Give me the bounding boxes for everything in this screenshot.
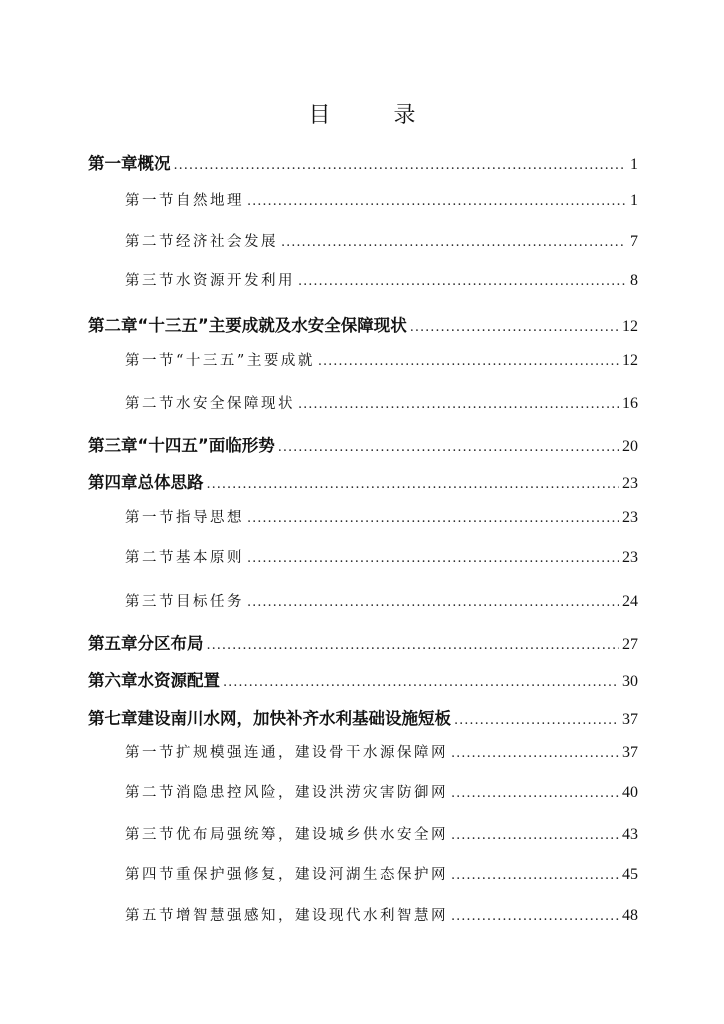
page-number: 27 xyxy=(622,636,638,653)
entry-title: 消隐患控风险，建设洪涝灾害防御网 xyxy=(176,785,448,801)
page-number: 48 xyxy=(622,907,638,924)
dot-leader xyxy=(207,638,620,653)
entry-number: 第五节 xyxy=(125,908,176,924)
toc-section-entry[interactable] xyxy=(125,269,638,293)
entry-title: 水资源开发利用 xyxy=(176,273,295,289)
entry-number: 第四节 xyxy=(125,867,176,883)
dot-leader xyxy=(247,595,619,610)
page-number: 45 xyxy=(622,866,638,883)
dot-leader xyxy=(247,551,619,566)
entry-title: 总体思路 xyxy=(137,473,204,492)
page-number: 12 xyxy=(622,352,638,369)
dot-leader xyxy=(247,511,619,526)
dot-leader xyxy=(318,354,619,369)
dot-leader xyxy=(207,477,620,492)
dot-leader xyxy=(298,274,625,289)
entry-title: 重保护强修复，建设河湖生态保护网 xyxy=(176,867,448,883)
entry-title: 概况 xyxy=(137,154,171,173)
page-number: 24 xyxy=(622,593,638,610)
page-number: 7 xyxy=(630,233,638,250)
entry-title: “十三五”主要成就 xyxy=(176,353,315,369)
entry-number: 第一节 xyxy=(125,353,176,369)
page-number: 37 xyxy=(622,711,638,728)
dot-leader xyxy=(451,786,619,801)
entry-title: 水安全保障现状 xyxy=(176,396,295,412)
toc-chapter-entry[interactable] xyxy=(88,432,638,456)
dot-leader xyxy=(451,828,619,843)
entry-title: 经济社会发展 xyxy=(176,234,278,250)
entry-number: 第二章 xyxy=(88,316,138,335)
page-number: 23 xyxy=(622,475,638,492)
entry-title: 水资源配置 xyxy=(137,671,220,690)
dot-leader xyxy=(454,713,619,728)
toc-chapter-entry[interactable] xyxy=(88,469,638,493)
entry-title: 分区布局 xyxy=(137,634,204,653)
dot-leader xyxy=(223,675,619,690)
dot-leader xyxy=(281,235,625,250)
toc-title: 目 录 xyxy=(308,103,444,128)
page-number: 23 xyxy=(622,509,638,526)
entry-number: 第二节 xyxy=(125,234,176,250)
toc-section-entry[interactable] xyxy=(125,349,638,373)
toc-chapter-entry[interactable] xyxy=(88,150,638,174)
page-number: 37 xyxy=(622,744,638,761)
entry-title: 基本原则 xyxy=(176,550,244,566)
toc-chapter-entry[interactable] xyxy=(88,667,638,691)
entry-number: 第三节 xyxy=(125,827,176,843)
entry-title: 自然地理 xyxy=(176,193,244,209)
page-number: 43 xyxy=(622,826,638,843)
dot-leader xyxy=(451,909,619,924)
toc-section-entry[interactable] xyxy=(125,590,638,614)
toc-section-entry[interactable] xyxy=(125,863,638,887)
entry-title: 目标任务 xyxy=(176,594,244,610)
toc-chapter-entry[interactable] xyxy=(88,705,638,729)
toc-section-entry[interactable] xyxy=(125,189,638,213)
entry-number: 第一章 xyxy=(88,154,138,173)
toc-chapter-entry[interactable] xyxy=(88,312,638,336)
toc-section-entry[interactable] xyxy=(125,392,638,416)
page-number: 12 xyxy=(622,318,638,335)
entry-title: 建设南川水网，加快补齐水利基础设施短板 xyxy=(137,709,451,728)
entry-number: 第四章 xyxy=(88,473,138,492)
entry-number: 第五章 xyxy=(88,634,138,653)
entry-title: 优布局强统筹，建设城乡供水安全网 xyxy=(176,827,448,843)
entry-title: 指导思想 xyxy=(176,510,244,526)
toc-section-entry[interactable] xyxy=(125,506,638,530)
toc-section-entry[interactable] xyxy=(125,546,638,570)
page-number: 23 xyxy=(622,549,638,566)
entry-title: “十四五”面临形势 xyxy=(137,436,275,455)
entry-title: 扩规模强连通，建设骨干水源保障网 xyxy=(176,745,448,761)
entry-number: 第一节 xyxy=(125,745,176,761)
page-number: 1 xyxy=(630,192,638,209)
dot-leader xyxy=(451,868,619,883)
page-number: 30 xyxy=(622,673,638,690)
toc-section-entry[interactable] xyxy=(125,823,638,847)
dot-leader xyxy=(298,397,619,412)
entry-number: 第七章 xyxy=(88,709,138,728)
page-number: 16 xyxy=(622,395,638,412)
page-number: 8 xyxy=(630,272,638,289)
dot-leader xyxy=(278,440,619,455)
entry-number: 第二节 xyxy=(125,550,176,566)
entry-number: 第一节 xyxy=(125,193,176,209)
page-number: 40 xyxy=(622,784,638,801)
entry-number: 第三节 xyxy=(125,594,176,610)
toc-section-entry[interactable] xyxy=(125,230,638,254)
page-number: 20 xyxy=(622,438,638,455)
dot-leader xyxy=(247,194,625,209)
entry-number: 第三节 xyxy=(125,273,176,289)
toc-chapter-entry[interactable] xyxy=(88,630,638,654)
entry-number: 第一节 xyxy=(125,510,176,526)
dot-leader xyxy=(410,320,619,335)
toc-section-entry[interactable] xyxy=(125,781,638,805)
toc-section-entry[interactable] xyxy=(125,904,638,928)
page-number: 1 xyxy=(630,156,638,173)
entry-number: 第六章 xyxy=(88,671,138,690)
entry-title: “十三五”主要成就及水安全保障现状 xyxy=(137,316,407,335)
entry-number: 第三章 xyxy=(88,436,138,455)
entry-title: 增智慧强感知，建设现代水利智慧网 xyxy=(176,908,448,924)
entry-number: 第二节 xyxy=(125,396,176,412)
dot-leader xyxy=(174,158,626,173)
toc-section-entry[interactable] xyxy=(125,741,638,765)
dot-leader xyxy=(451,746,619,761)
entry-number: 第二节 xyxy=(125,785,176,801)
